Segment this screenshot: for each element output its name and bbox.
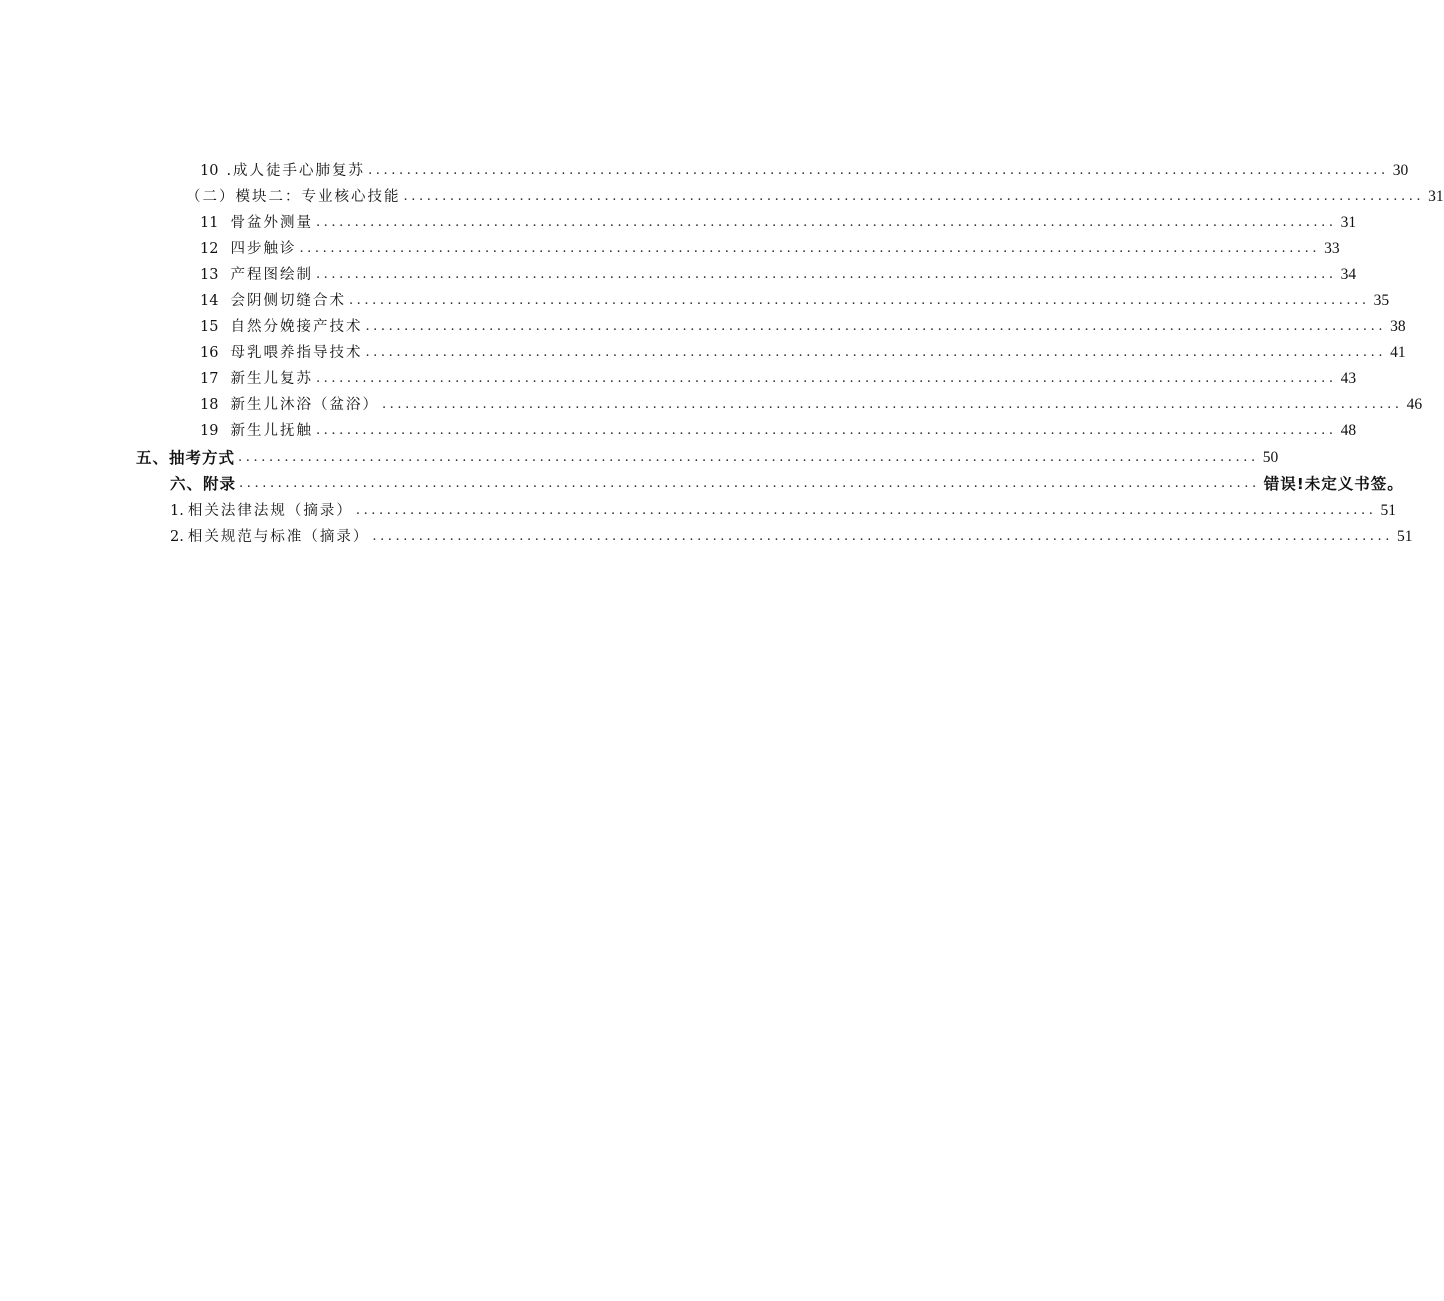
toc-leader-dots: .................................................................................................................................... xyxy=(365,319,1387,334)
toc-entry-title: 1. 相关法律法规（摘录） xyxy=(170,503,353,519)
toc-leader-dots: .................................................................................................................................... xyxy=(315,371,1337,386)
toc-entry-title: 10 .成人徒手心肺复苏 xyxy=(200,163,366,179)
toc-entry-title: 六、附录 xyxy=(170,475,237,493)
toc-leader-dots: .................................................................................................................................... xyxy=(299,241,1321,256)
toc-entry-number: 2. xyxy=(170,529,184,545)
toc-page-number: 41 xyxy=(1390,344,1406,361)
toc-leader-dots: .................................................................................................................................... xyxy=(403,189,1425,204)
toc-entry-number: 13 xyxy=(200,267,219,283)
toc-entry-title: 14 会阴侧切缝合术 xyxy=(200,293,346,309)
toc-entry-12[interactable] xyxy=(200,234,1340,258)
toc-entry-section-6[interactable] xyxy=(170,469,1404,493)
toc-entry-14[interactable] xyxy=(200,286,1390,310)
toc-entry-number: 11 xyxy=(200,215,219,231)
toc-leader-dots: .................................................................................................................................... xyxy=(315,267,1337,282)
toc-entry-number: 17 xyxy=(200,371,219,387)
toc-page-number: 43 xyxy=(1340,370,1357,387)
toc-entry-title: 19 新生儿抚触 xyxy=(200,423,313,439)
toc-leader-dots: .................................................................................................................................... xyxy=(368,163,1389,178)
toc-leader-dots: .................................................................................................................................... xyxy=(355,503,1377,518)
toc-entry-number: 1. xyxy=(170,503,184,519)
toc-entry-title: 11 骨盆外测量 xyxy=(200,215,313,231)
toc-page-number: 38 xyxy=(1390,318,1406,335)
toc-entry-title: 16 母乳喂养指导技术 xyxy=(200,345,363,361)
toc-entry-number: 14 xyxy=(200,293,219,309)
toc-page-number: 51 xyxy=(1380,502,1397,519)
toc-entry-10[interactable] xyxy=(200,156,1409,180)
toc-page-number: 48 xyxy=(1340,422,1357,439)
toc-entry-section-5[interactable] xyxy=(136,443,1279,467)
toc-leader-dots: .................................................................................................................................... xyxy=(372,529,1394,544)
toc-leader-dots: .................................................................................................................................... xyxy=(315,215,1337,230)
toc-entry-module-2[interactable] xyxy=(186,182,1444,206)
toc-entry-11[interactable] xyxy=(200,208,1357,232)
toc-page-number: 31 xyxy=(1428,188,1444,205)
toc-entry-appendix-2[interactable] xyxy=(170,522,1413,546)
toc-leader-dots: .................................................................................................................................... xyxy=(348,293,1370,308)
toc-page-number: 51 xyxy=(1397,528,1413,545)
toc-entry-title: 18 新生儿沐浴（盆浴） xyxy=(200,397,379,413)
toc-entry-15[interactable] xyxy=(200,312,1406,336)
toc-entry-title: 15 自然分娩接产技术 xyxy=(200,319,363,335)
toc-entry-number: 16 xyxy=(200,345,219,361)
toc-page-number: 50 xyxy=(1262,449,1279,466)
toc-page-number: 33 xyxy=(1324,240,1340,257)
toc-leader-dots: .................................................................................................................................... xyxy=(239,476,1260,491)
toc-entry-16[interactable] xyxy=(200,338,1406,362)
toc-entry-title: 2. 相关规范与标准（摘录） xyxy=(170,529,370,545)
toc-entry-title: 12 四步触诊 xyxy=(200,241,297,257)
toc-leader-dots: .................................................................................................................................... xyxy=(381,397,1403,412)
toc-page-number: 35 xyxy=(1373,292,1390,309)
toc-entry-title: 13 产程图绘制 xyxy=(200,267,313,283)
toc-entry-17[interactable] xyxy=(200,364,1357,388)
toc-leader-dots: .................................................................................................................................... xyxy=(315,423,1337,438)
toc-leader-dots: .................................................................................................................................... xyxy=(238,450,1259,465)
toc-entry-number: 12 xyxy=(200,241,219,257)
toc-entry-18[interactable] xyxy=(200,390,1423,414)
toc-entry-19[interactable] xyxy=(200,416,1357,440)
toc-page-number: 30 xyxy=(1392,162,1409,179)
toc-entry-number: 18 xyxy=(200,397,219,413)
toc-entry-title: 五、抽考方式 xyxy=(136,449,236,467)
toc-page-number: 46 xyxy=(1406,396,1423,413)
toc-entry-13[interactable] xyxy=(200,260,1357,284)
toc-entry-title: （二）模块二：专业核心技能 xyxy=(186,189,401,205)
toc-entry-number: 19 xyxy=(200,423,219,439)
toc-error-bookmark-text: 错误!未定义书签。 xyxy=(1263,475,1404,493)
toc-entry-title: 17 新生儿复苏 xyxy=(200,371,313,387)
toc-entry-appendix-1[interactable] xyxy=(170,496,1397,520)
toc-page-number: 34 xyxy=(1340,266,1357,283)
toc-entry-number: 15 xyxy=(200,319,219,335)
toc-leader-dots: .................................................................................................................................... xyxy=(365,345,1387,360)
toc-page-number: 31 xyxy=(1340,214,1357,231)
toc-entry-number: 10 xyxy=(200,163,219,179)
